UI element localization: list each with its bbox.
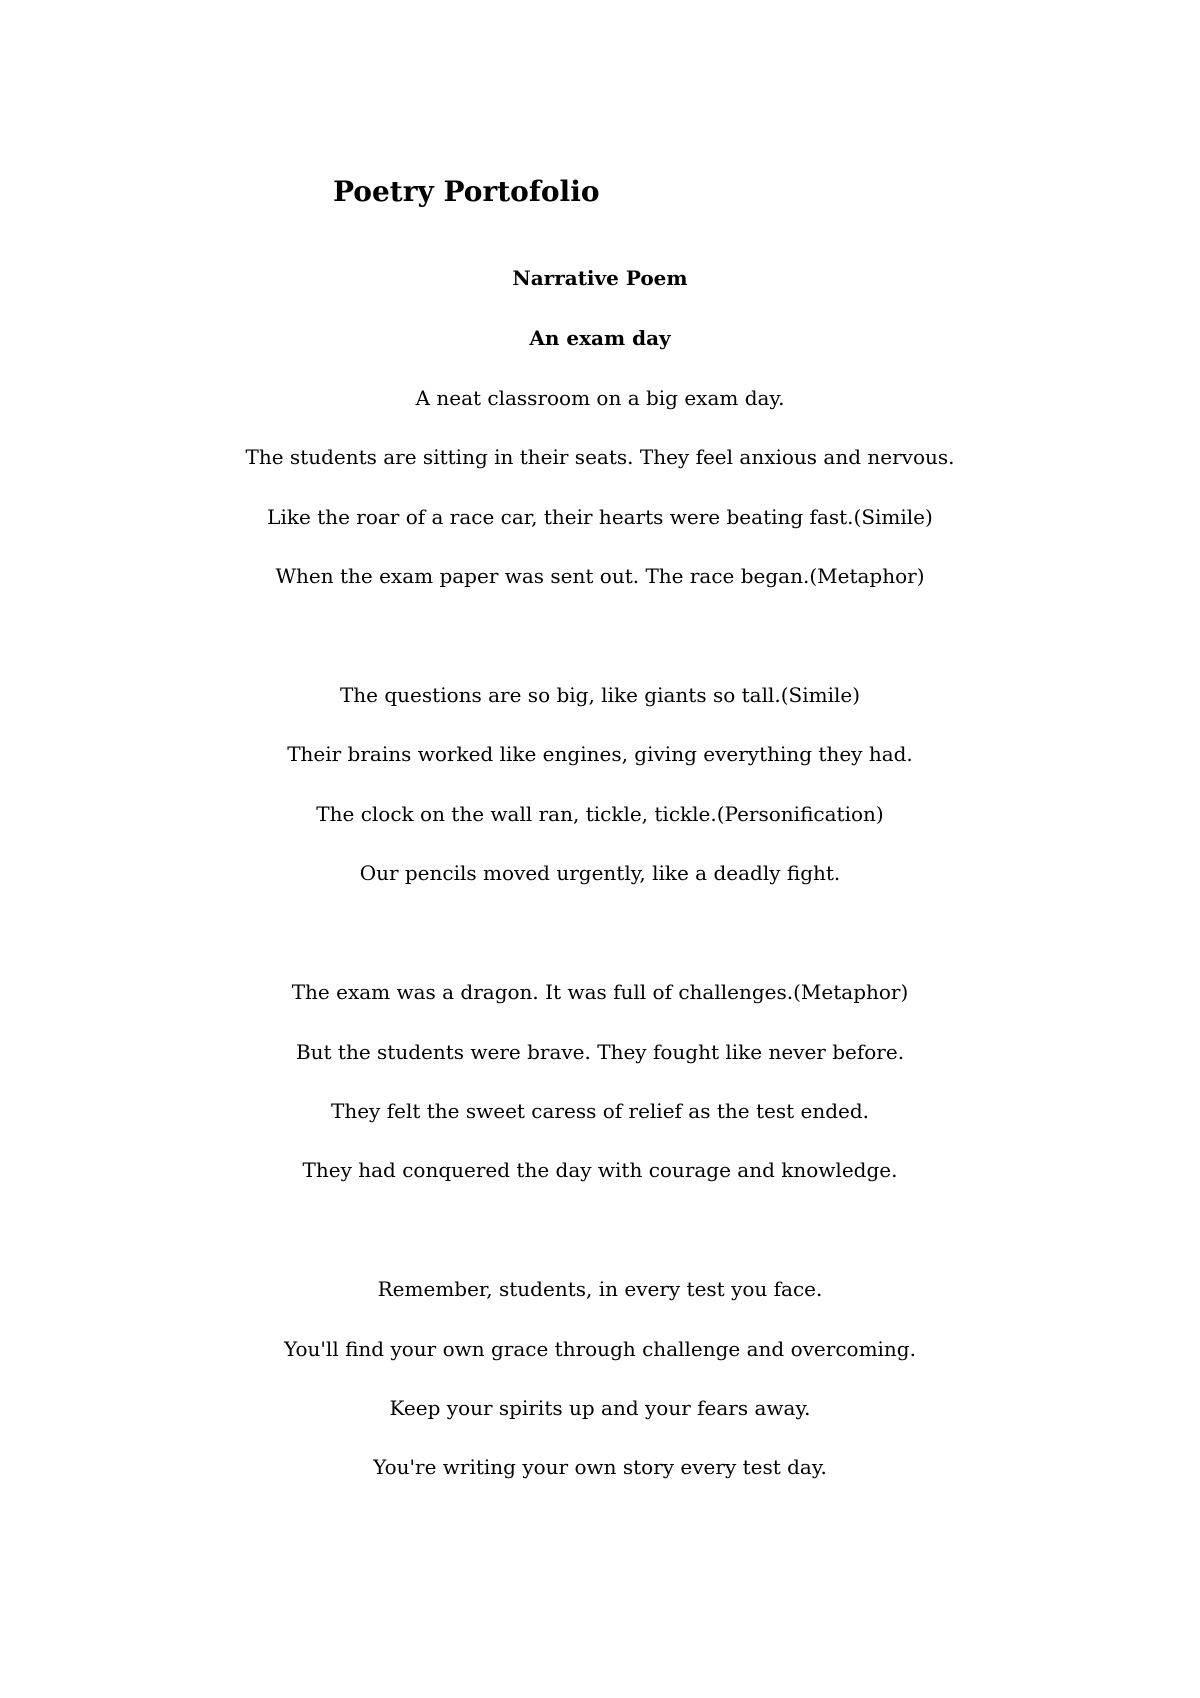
poem-line: When the exam paper was sent out. The race began.(Metaphor) <box>275 564 925 588</box>
poem-line: A neat classroom on a big exam day. <box>415 386 785 410</box>
poem-line: Keep your spirits up and your fears away. <box>389 1396 811 1420</box>
poem-line: The clock on the wall ran, tickle, tickle.(Personification) <box>316 802 884 826</box>
poem-line: They had conquered the day with courage and knowledge. <box>302 1158 898 1182</box>
poem-line: The students are sitting in their seats. They feel anxious and nervous. <box>245 445 955 469</box>
poem-line: But the students were brave. They fought like never before. <box>295 1040 905 1064</box>
poem-line: Remember, students, in every test you face. <box>377 1277 823 1301</box>
poem-line: You'll find your own grace through challenge and overcoming. <box>284 1337 916 1361</box>
section-heading: Narrative Poem <box>512 266 688 290</box>
poem-line: Their brains worked like engines, giving everything they had. <box>287 742 913 766</box>
poem-line: Like the roar of a race car, their hearts were beating fast.(Simile) <box>267 505 933 529</box>
poem-line: They felt the sweet caress of relief as the test ended. <box>331 1099 869 1123</box>
poem-title: An exam day <box>529 326 671 350</box>
document-title: Poetry Portofolio <box>333 175 600 208</box>
poem-line: The questions are so big, like giants so tall.(Simile) <box>339 683 861 707</box>
poem-line: The exam was a dragon. It was full of challenges.(Metaphor) <box>291 980 909 1004</box>
poem-line: You're writing your own story every test day. <box>373 1455 827 1479</box>
poem-line: Our pencils moved urgently, like a deadly fight. <box>359 861 841 885</box>
